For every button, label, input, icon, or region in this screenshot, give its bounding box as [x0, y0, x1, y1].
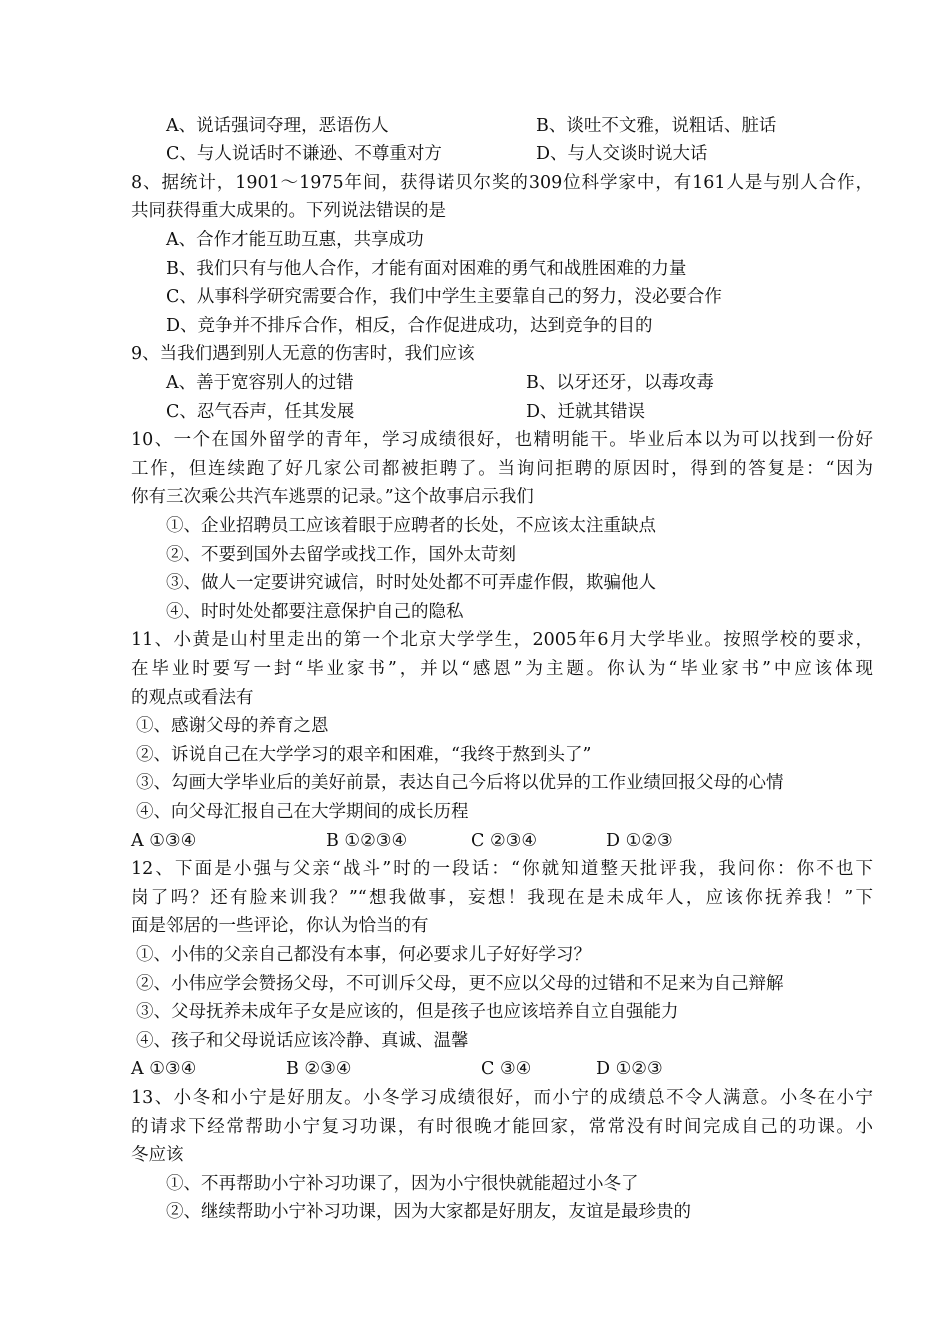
q11-stem-line3: 的观点或看法有	[131, 688, 254, 708]
q8-option-a: A、合作才能互助互惠，共享成功	[166, 230, 424, 250]
q11-item-1: ①、感谢父母的养育之恩	[136, 716, 329, 736]
q9-stem: 9、当我们遇到别人无意的伤害时，我们应该	[131, 344, 475, 364]
q13-stem-line2: 的请求下经常帮助小宁复习功课，有时很晚才能回家，常常没有时间完成自己的功课。小	[131, 1117, 873, 1137]
q12-choice-c: C ③④	[481, 1059, 532, 1079]
q8-stem-line1: 8、据统计，1901～1975年间，获得诺贝尔奖的309位科学家中，有161人是与别人合作，	[131, 173, 873, 193]
q7-option-c: C、与人说话时不谦逊、不尊重对方	[166, 144, 442, 164]
q12-item-4: ④、孩子和父母说话应该冷静、真诚、温馨	[136, 1031, 469, 1051]
q11-stem-line1: 11、小黄是山村里走出的第一个北京大学学生，2005年6月大学毕业。按照学校的要求，	[131, 630, 873, 650]
q9-option-a: A、善于宽容别人的过错	[166, 373, 354, 393]
q13-item-1: ①、不再帮助小宁补习功课了，因为小宁很快就能超过小冬了	[166, 1174, 639, 1194]
q10-item-1: ①、企业招聘员工应该着眼于应聘者的长处，不应该太注重缺点	[166, 516, 656, 536]
q8-option-d: D、竞争并不排斥合作，相反，合作促进成功，达到竞争的目的	[166, 316, 653, 336]
q8-option-b: B、我们只有与他人合作，才能有面对困难的勇气和战胜困难的力量	[166, 259, 687, 279]
q9-option-d: D、迁就其错误	[526, 402, 646, 422]
q12-choice-a: A ①③④	[131, 1059, 197, 1079]
q11-choice-b: B ①②③④	[326, 831, 408, 851]
q10-item-3: ③、做人一定要讲究诚信，时时处处都不可弄虚作假，欺骗他人	[166, 573, 656, 593]
q11-stem-line2: 在毕业时要写一封“毕业家书”，并以“感恩”为主题。你认为“毕业家书”中应该体现	[131, 659, 873, 679]
q10-item-2: ②、不要到国外去留学或找工作，国外太苛刻	[166, 545, 516, 565]
q12-stem-line1: 12、下面是小强与父亲“战斗”时的一段话：“你就知道整天批评我，我问你：你不也下	[131, 859, 873, 879]
q10-item-4: ④、时时处处都要注意保护自己的隐私	[166, 602, 464, 622]
q7-option-b: B、谈吐不文雅，说粗话、脏话	[536, 116, 777, 136]
q11-item-4: ④、向父母汇报自己在大学期间的成长历程	[136, 802, 469, 822]
q12-stem-line3: 面是邻居的一些评论，你认为恰当的有	[131, 916, 429, 936]
q8-stem-line2: 共同获得重大成果的。下列说法错误的是	[131, 201, 446, 221]
q9-option-b: B、以牙还牙，以毒攻毒	[526, 373, 714, 393]
q11-item-3: ③、勾画大学毕业后的美好前景，表达自己今后将以优异的工作业绩回报父母的心情	[136, 773, 784, 793]
q11-choice-d: D ①②③	[606, 831, 673, 851]
q10-stem-line1: 10、一个在国外留学的青年，学习成绩很好，也精明能干。毕业后本以为可以找到一份好	[131, 430, 873, 450]
q13-stem-line1: 13、小冬和小宁是好朋友。小冬学习成绩很好，而小宁的成绩总不令人满意。小冬在小宁	[131, 1088, 873, 1108]
q13-stem-line3: 冬应该	[131, 1145, 184, 1165]
q8-option-c: C、从事科学研究需要合作，我们中学生主要靠自己的努力，没必要合作	[166, 287, 722, 307]
q7-option-a: A、说话强词夺理，恶语伤人	[166, 116, 389, 136]
q7-option-d: D、与人交谈时说大话	[536, 144, 708, 164]
q10-stem-line2: 工作，但连续跑了好几家公司都被拒聘了。当询问拒聘的原因时，得到的答复是：“因为	[131, 459, 873, 479]
q11-choice-c: C ②③④	[471, 831, 538, 851]
q12-choice-d: D ①②③	[596, 1059, 663, 1079]
q10-stem-line3: 你有三次乘公共汽车逃票的记录。”这个故事启示我们	[131, 487, 534, 507]
q12-stem-line2: 岗了吗？还有脸来训我？”“想我做事，妄想！我现在是未成年人，应该你抚养我！”下	[131, 888, 873, 908]
q9-option-c: C、忍气吞声，任其发展	[166, 402, 355, 422]
q12-item-2: ②、小伟应学会赞扬父母，不可训斥父母，更不应以父母的过错和不足来为自己辩解	[136, 974, 784, 994]
q12-item-1: ①、小伟的父亲自己都没有本事，何必要求儿子好好学习？	[136, 945, 591, 965]
q11-choice-a: A ①③④	[131, 831, 197, 851]
q12-choice-b: B ②③④	[286, 1059, 352, 1079]
q13-item-2: ②、继续帮助小宁补习功课，因为大家都是好朋友，友谊是最珍贵的	[166, 1202, 691, 1222]
q12-item-3: ③、父母抚养未成年子女是应该的，但是孩子也应该培养自立自强能力	[136, 1002, 679, 1022]
q11-item-2: ②、诉说自己在大学学习的艰辛和困难，“我终于熬到头了”	[136, 745, 592, 765]
